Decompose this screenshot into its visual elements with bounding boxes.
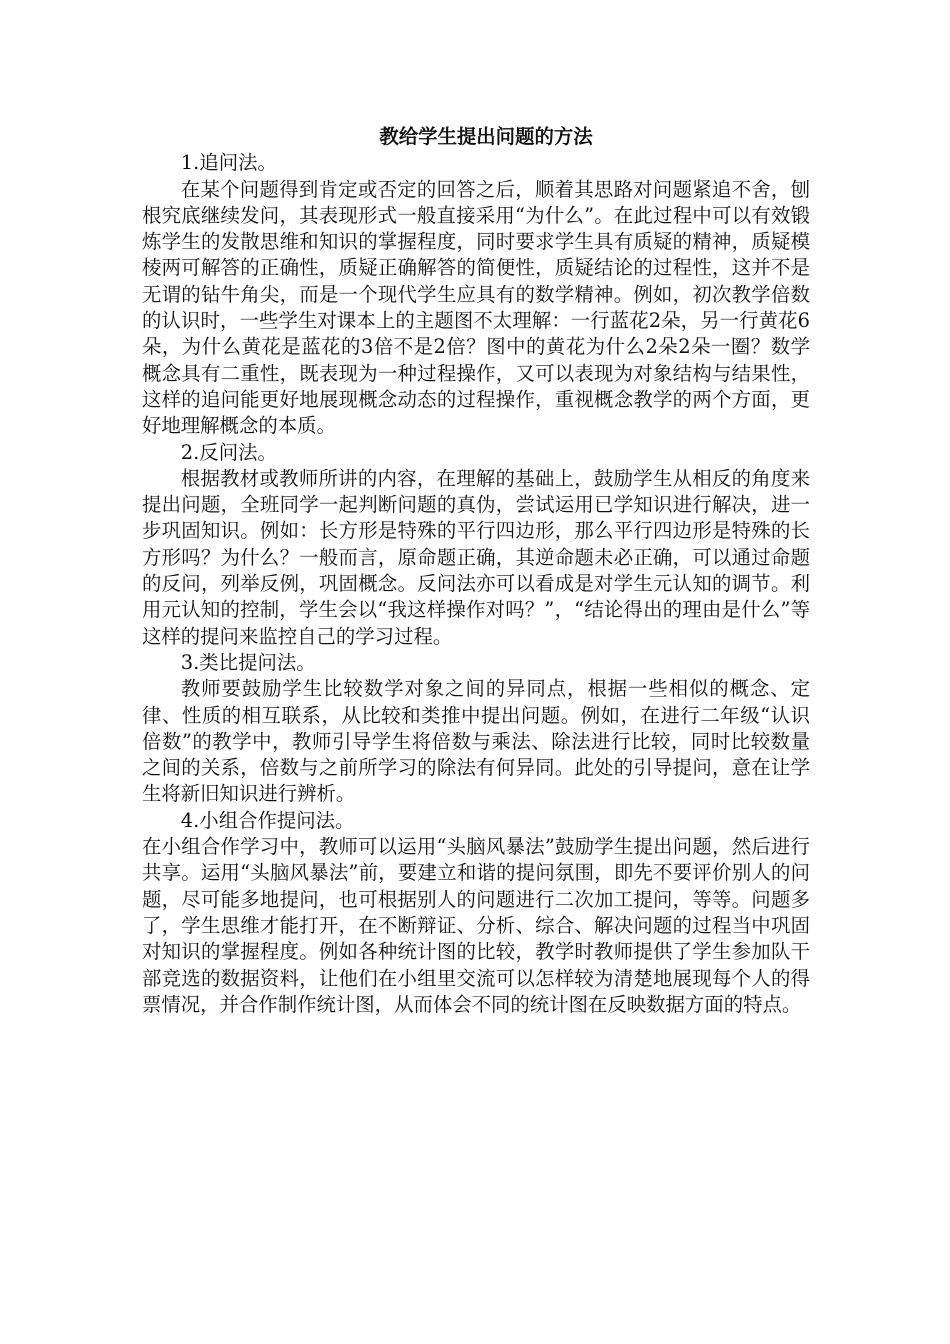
- section-heading-2: 2.反问法。: [180, 440, 277, 464]
- document-title: 教给学生提出问题的方法: [379, 125, 593, 148]
- section-heading-4: 4.小组合作提问法。: [180, 808, 355, 832]
- section-paragraph-4: 在小组合作学习中，教师可以运用“头脑风暴法”鼓励学生提出问题，然后进行共享。运用“头脑风暴法”前，要建立和谐的提问氛围，即先不要评价别人的问题，尽可能多地提问，也可根据别人的问题进行二次加工提问，等等。问题多了，学生思维才能打开，在不断辩证、分析、综合、解决问题的过程当中巩固对知识的掌握程度。例如各种统计图的比较，教学时教师提供了学生参加队干部竞选的数据资料，让他们在小组里交流可以怎样较为清楚地展现每个人的得票情况，并合作制作统计图，从而体会不同的统计图在反映数据方面的特点。: [142, 835, 810, 1016]
- section-heading-1: 1.追问法。: [180, 151, 277, 175]
- section-heading-3: 3.类比提问法。: [180, 650, 316, 674]
- section-paragraph-1: 在某个问题得到肯定或否定的回答之后，顺着其思路对问题紧追不舍，刨根究底继续发问，其表现形式一般直接采用“为什么”。在此过程中可以有效锻炼学生的发散思维和知识的掌握程度，同时要求学生具有质疑的精神，质疑模棱两可解答的正确性，质疑正确解答的简便性，质疑结论的过程性，这并不是无谓的钻牛角尖，而是一个现代学生应具有的数学精神。例如，初次教学倍数的认识时，一些学生对课本上的主题图不太理解：一行蓝花2朵，另一行黄花6朵，为什么黄花是蓝花的3倍不是2倍？图中的黄花为什么2朵2朵一圈？数学概念具有二重性，既表现为一种过程操作，又可以表现为对象结构与结果性，这样的追问能更好地展现概念动态的过程操作，重视概念教学的两个方面，更好地理解概念的本质。: [142, 177, 810, 438]
- section-paragraph-3: 教师要鼓励学生比较数学对象之间的异同点，根据一些相似的概念、定律、性质的相互联系，从比较和类推中提出问题。例如，在进行二年级“认识倍数”的教学中，教师引导学生将倍数与乘法、除法进行比较，同时比较数量之间的关系，倍数与之前所学习的除法有何异同。此处的引导提问，意在让学生将新旧知识进行辨析。: [142, 677, 810, 806]
- document-body: [142, 124, 810, 1018]
- section-paragraph-2: 根据教材或教师所讲的内容，在理解的基础上，鼓励学生从相反的角度来提出问题，全班同学一起判断问题的真伪，尝试运用已学知识进行解决，进一步巩固知识。例如：长方形是特殊的平行四边形，那么平行四边形是特殊的长方形吗？为什么？一般而言，原命题正确，其逆命题未必正确，可以通过命题的反问，列举反例，巩固概念。反问法亦可以看成是对学生元认知的调节。利用元认知的控制，学生会以“我这样操作对吗？”，“结论得出的理由是什么”等这样的提问来监控自己的学习过程。: [142, 466, 810, 648]
